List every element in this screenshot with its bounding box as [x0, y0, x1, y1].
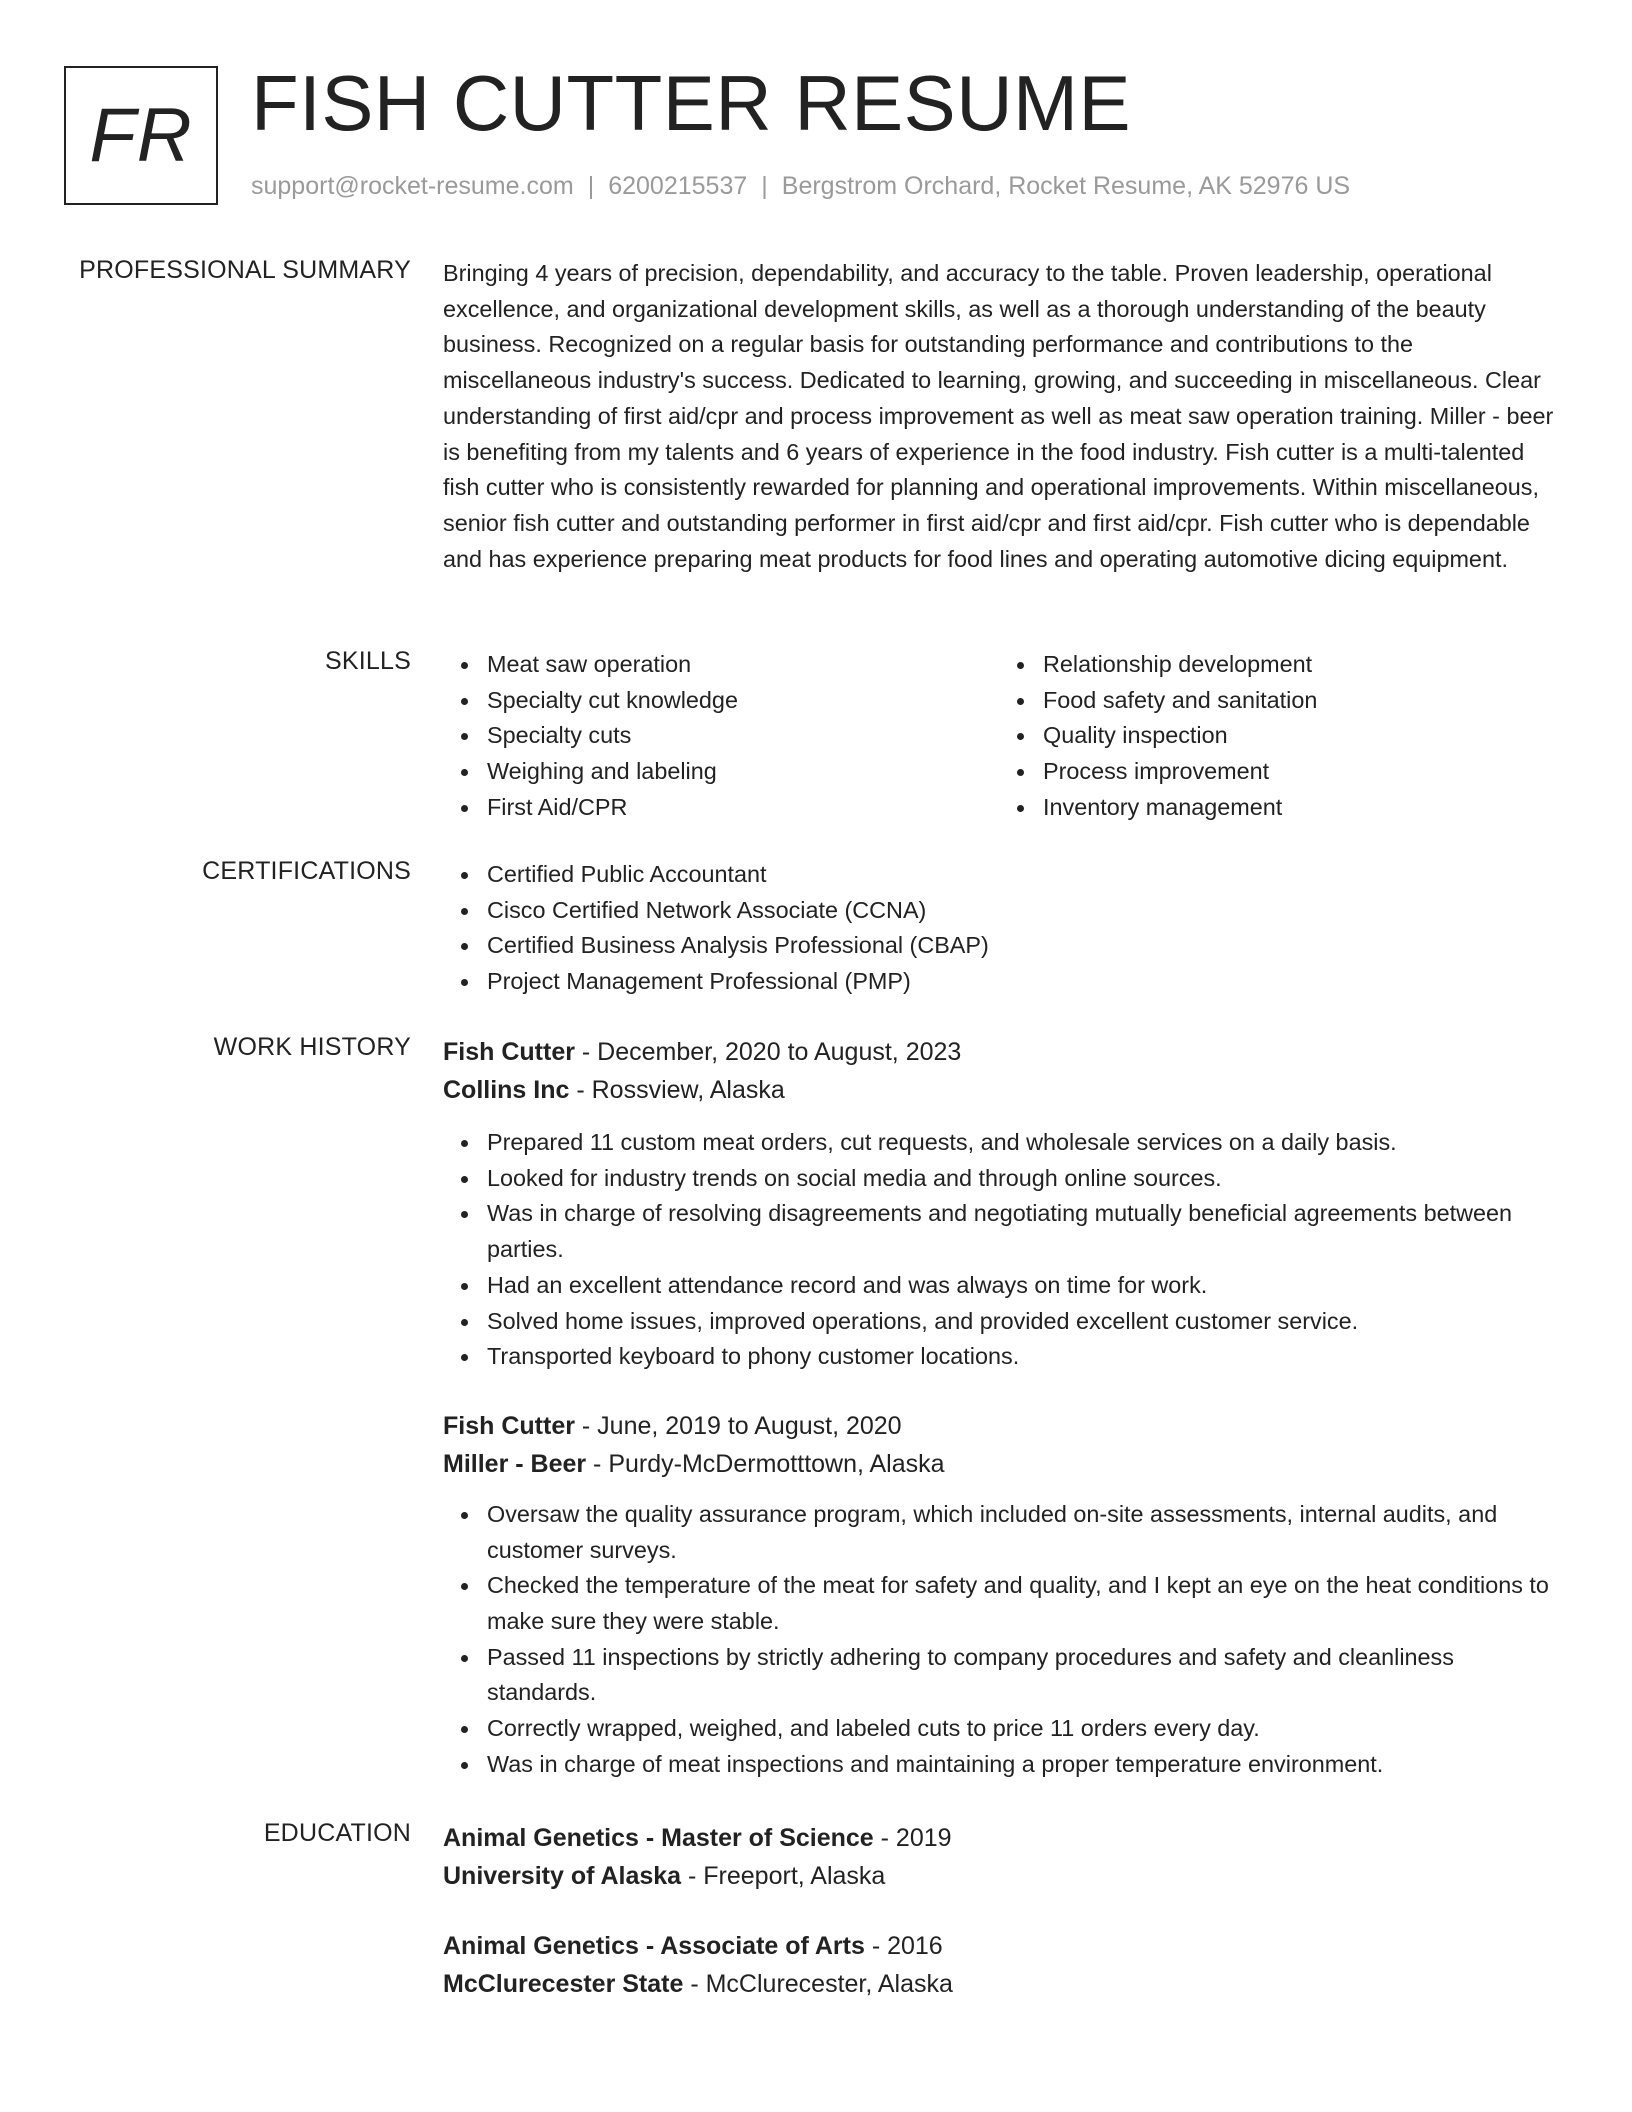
skill-item: Food safety and sanitation [1043, 683, 1555, 719]
skills-list-right [999, 647, 1555, 826]
contact-separator: | [761, 172, 768, 200]
skills-columns [443, 647, 1555, 826]
job-bullets [443, 1497, 1555, 1783]
job-bullet: Was in charge of resolving disagreements and negotiating mutually beneficial agreements between parties. [487, 1196, 1555, 1267]
job-dates: - June, 2019 to August, 2020 [574, 1411, 902, 1440]
education-location: - Freeport, Alaska [681, 1862, 886, 1890]
job-bullet: Solved home issues, improved operations, and provided excellent customer service. [487, 1304, 1555, 1340]
education-body [443, 1819, 1555, 2003]
job-location: - Purdy-McDermotttown, Alaska [586, 1449, 945, 1478]
job-bullet: Looked for industry trends on social media and through online sources. [487, 1161, 1555, 1197]
job-bullets [443, 1125, 1555, 1375]
education-entry [443, 1819, 1555, 1895]
education-school-line [443, 1965, 1555, 2003]
skill-item: Quality inspection [1043, 718, 1555, 754]
section-label-skills: SKILLS [325, 647, 411, 675]
job-location: - Rossview, Alaska [569, 1076, 785, 1104]
skill-item: Specialty cuts [487, 718, 999, 754]
job-bullet: Correctly wrapped, weighed, and labeled cuts to price 11 orders every day. [487, 1711, 1555, 1747]
job-entry [443, 1407, 1555, 1783]
resume-title: FISH CUTTER RESUME [251, 59, 1132, 147]
job-title: Fish Cutter [443, 1038, 575, 1066]
job-title-line [443, 1033, 1555, 1071]
education-degree: Animal Genetics - Associate of Arts [443, 1932, 865, 1960]
education-degree-line [443, 1819, 1555, 1857]
section-label-education: EDUCATION [263, 1819, 411, 1847]
education-school: McClurecester State [443, 1970, 684, 1998]
contact-email: support@rocket-resume.com [251, 172, 574, 200]
job-bullet: Transported keyboard to phony customer locations. [487, 1339, 1555, 1375]
section-label-certifications: CERTIFICATIONS [202, 857, 411, 885]
job-bullet: Prepared 11 custom meat orders, cut requests, and wholesale services on a daily basis. [487, 1125, 1555, 1161]
education-school-line [443, 1857, 1555, 1895]
certification-item: Certified Business Analysis Professional (CBAP) [487, 928, 1555, 964]
section-label-work-history: WORK HISTORY [213, 1033, 411, 1061]
skill-item: Specialty cut knowledge [487, 683, 999, 719]
monogram-badge: FR [64, 66, 218, 205]
education-entry [443, 1927, 1555, 2003]
education-degree-line [443, 1927, 1555, 1965]
skills-list-left [443, 647, 999, 826]
certifications-body [443, 857, 1555, 1000]
summary-text: Bringing 4 years of precision, dependability, and accuracy to the table. Proven leadership, operational excellence, and organizational development skills, as well as a thorough understanding of the beauty business. Recognized on a regular basis for outstanding performance and contributions to the miscellaneous industry's success. Dedicated to learning, growing, and succeeding in miscellaneous. Clear understanding of first aid/cpr and process improvement as well as meat saw operation training. Miller - beer is benefiting from my talents and 6 years of experience in the food industry. Fish cutter is a multi-talented fish cutter who is consistently rewarded for planning and operational improvements. Within miscellaneous, senior fish cutter and outstanding performer in first aid/cpr and first aid/cpr. Fish cutter who is dependable and has experience preparing meat products for food lines and operating automotive dicing equipment. [443, 260, 1554, 572]
certifications-list [443, 857, 1555, 1000]
education-school: University of Alaska [443, 1862, 682, 1890]
job-company-line [443, 1445, 1555, 1483]
certification-item: Cisco Certified Network Associate (CCNA) [487, 893, 1555, 929]
section-label-summary: PROFESSIONAL SUMMARY [79, 256, 411, 284]
job-title: Fish Cutter [443, 1411, 575, 1440]
education-degree: Animal Genetics - Master of Science [443, 1824, 874, 1852]
skill-item: Meat saw operation [487, 647, 999, 683]
contact-phone: 6200215537 [608, 172, 748, 200]
job-bullet: Had an excellent attendance record and was always on time for work. [487, 1268, 1555, 1304]
skill-item: First Aid/CPR [487, 790, 999, 826]
job-bullet: Passed 11 inspections by strictly adhering to company procedures and safety and cleanliness standards. [487, 1640, 1555, 1711]
certification-item: Certified Public Accountant [487, 857, 1555, 893]
skill-item: Weighing and labeling [487, 754, 999, 790]
certification-item: Project Management Professional (PMP) [487, 964, 1555, 1000]
job-bullet: Checked the temperature of the meat for safety and quality, and I kept an eye on the heat conditions to make sure they were stable. [487, 1568, 1555, 1639]
skill-item: Process improvement [1043, 754, 1555, 790]
education-location: - McClurecester, Alaska [683, 1970, 953, 1998]
job-company: Miller - Beer [443, 1449, 587, 1478]
job-title-line [443, 1407, 1555, 1445]
job-bullet: Was in charge of meat inspections and maintaining a proper temperature environment. [487, 1747, 1555, 1783]
skill-item: Inventory management [1043, 790, 1555, 826]
job-company: Collins Inc [443, 1076, 570, 1104]
contact-address: Bergstrom Orchard, Rocket Resume, AK 52976 US [781, 172, 1351, 200]
skills-body [443, 647, 1555, 826]
education-year: - 2016 [864, 1932, 943, 1960]
contact-separator: | [587, 172, 595, 200]
job-entry [443, 1033, 1555, 1375]
job-bullet: Oversaw the quality assurance program, which included on-site assessments, internal audits, and customer surveys. [487, 1497, 1555, 1568]
contact-line [251, 172, 1350, 201]
skill-item: Relationship development [1043, 647, 1555, 683]
education-year: - 2019 [873, 1824, 952, 1852]
job-dates: - December, 2020 to August, 2023 [574, 1038, 962, 1066]
work-history-body [443, 1033, 1555, 1783]
job-company-line [443, 1071, 1555, 1109]
